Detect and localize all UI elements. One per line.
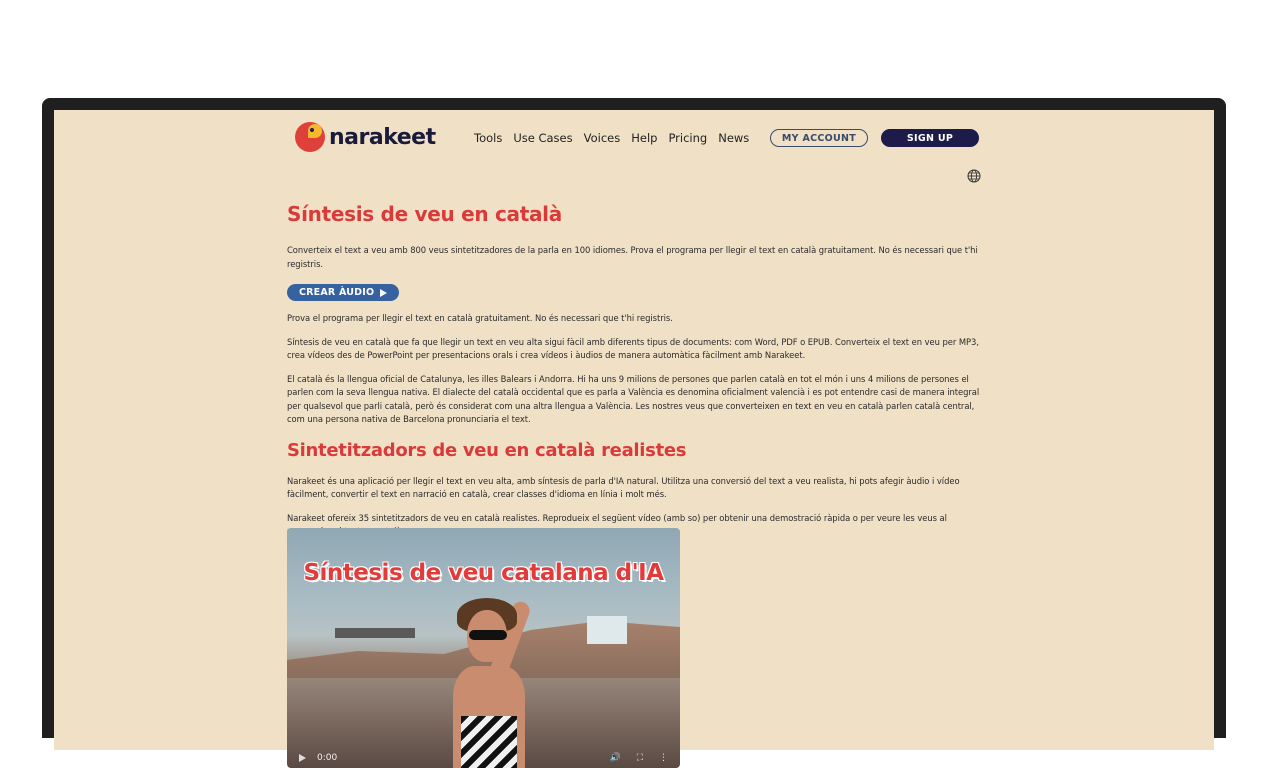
paragraph-4: Narakeet és una aplicació per llegir el text en veu alta, amb síntesis de parla d'IA natural. Utilitza una conversió del text a veu realista, hi pots afegir àudio i vídeo fàcilment, convertir el text en narració en català, crear classes d'idioma en línia i molt més. <box>287 475 960 499</box>
nav-pricing[interactable]: Pricing <box>668 131 708 145</box>
my-account-button[interactable]: MY ACCOUNT <box>770 129 868 147</box>
paragraph-3: El català és la llengua oficial de Catalunya, les illes Balears i Andorra. Hi ha uns 9 milions de persones que parlen català en tot el món i uns 4 milions de persones el parlen com la seva llengua nativa. El dialecte del català occidental que es parla a València es denomina oficialment valencià i es pot entendre casi de manera integral per qualsevol que parli català, però és considerat com una altra llengua a València. Les nostres veus que converteixen en text en veu en català parlen català central, com una persona nativa de Barcelona pronunciaria el text. <box>287 373 980 424</box>
main-nav <box>474 131 749 145</box>
nav-voices[interactable]: Voices <box>583 131 621 145</box>
video-overlay-title: Síntesis de veu catalana d'IA <box>303 560 664 586</box>
create-audio-button[interactable] <box>287 284 399 301</box>
paragraph-5: Narakeet ofereix 35 sintetitzadors de veu en català realistes. Reprodueix el següent vídeo (amb so) per obtenir una demostració ràpida o per veure les veus al <box>287 512 947 523</box>
fullscreen-icon[interactable]: ⛶ <box>636 753 643 763</box>
sign-up-button[interactable]: SIGN UP <box>881 129 979 147</box>
nav-help[interactable]: Help <box>631 131 658 145</box>
nav-news[interactable]: News <box>718 131 750 145</box>
demo-video-player[interactable] <box>287 528 680 768</box>
video-play-icon[interactable] <box>299 754 306 762</box>
video-person-image <box>447 596 531 768</box>
paragraph-2: Síntesis de veu en català que fa que llegir un text en veu alta sigui fàcil amb diferents tipus de documents: com Word, PDF o EPUB. Converteix el text en veu per MP3, crea vídeos des de PowerPoint per presentacions orals i crea vídeos i àudios de manera automàtica fàcilment amb Narakeet. <box>287 336 979 360</box>
play-arrow-icon <box>380 289 387 297</box>
more-options-icon[interactable]: ⋮ <box>659 753 668 763</box>
video-background-house <box>587 616 627 644</box>
nav-use-cases[interactable]: Use Cases <box>513 131 573 145</box>
paragraph-1: Prova el programa per llegir el text en català gratuitament. No és necessari que t'hi registris. <box>287 313 673 323</box>
logo-text: narakeet <box>329 124 436 150</box>
page-title: Síntesis de veu en català <box>287 202 562 226</box>
section-heading: Sintetitzadors de veu en català realistes <box>287 439 687 461</box>
monitor-frame <box>42 98 1226 763</box>
volume-icon[interactable]: 🔊 <box>609 753 621 763</box>
create-audio-label: CREAR ÀUDIO <box>299 287 375 298</box>
nav-tools[interactable]: Tools <box>474 131 503 145</box>
intro-paragraph: Converteix el text a veu amb 800 veus sintetitzadores de la parla en 100 idiomes. Prova el programa per llegir el text en català gratuitament. No és necessari que t'hi registris. <box>287 245 978 269</box>
narakeet-logo[interactable] <box>295 122 436 152</box>
video-controls <box>287 748 680 768</box>
main-content <box>287 202 987 539</box>
parrot-logo-icon <box>295 122 325 152</box>
browser-viewport <box>54 110 1214 763</box>
video-background-roof <box>335 628 415 638</box>
video-time: 0:00 <box>317 753 338 763</box>
globe-language-icon[interactable] <box>967 169 981 183</box>
